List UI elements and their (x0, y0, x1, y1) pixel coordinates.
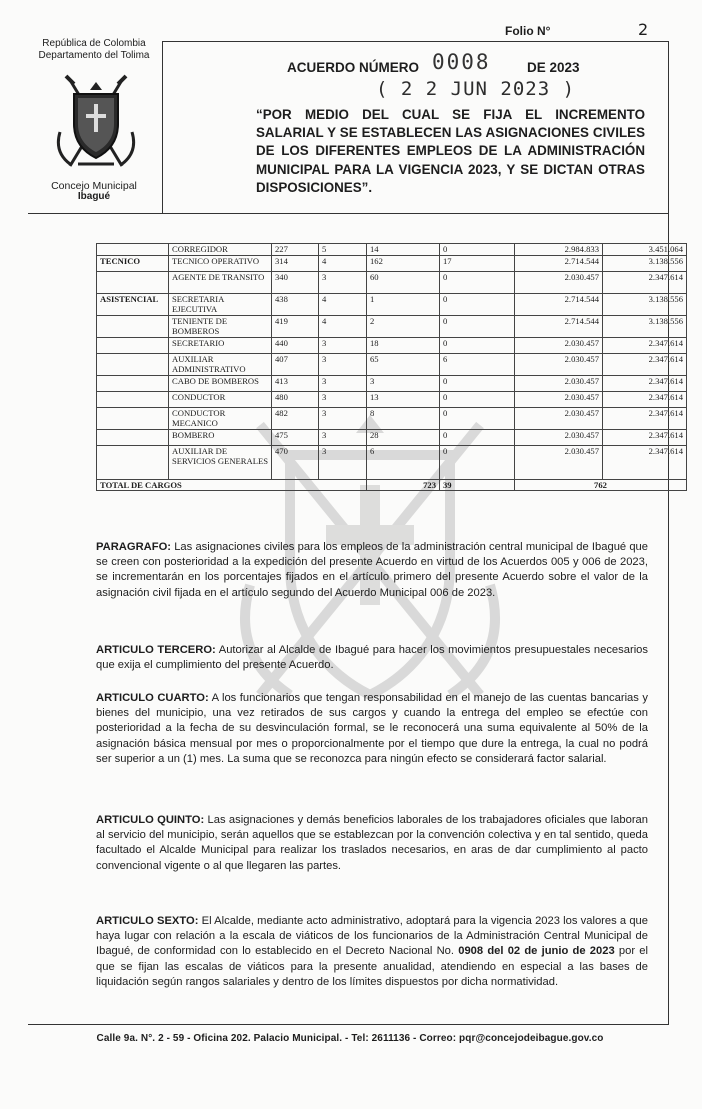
cell-code: 470 (272, 446, 319, 480)
cell-s1: 2.030.457 (515, 430, 603, 446)
cell-code: 407 (272, 354, 319, 376)
cell-n2: 0 (440, 244, 515, 256)
articulo-sexto-text-b: por el que se fijan las escalas de viáticos para la presente anualidad, atendiendo en especial a las bases de liquidación según rangos salariales y dentro de los límites dispuestos por dicha normatividad. (96, 945, 649, 988)
table-row (97, 244, 687, 256)
articulo-sexto-label: ARTICULO SEXTO: (96, 915, 199, 927)
cell-s1: 2.714.544 (515, 294, 603, 316)
cell-group (97, 354, 169, 376)
articulo-cuarto-label: ARTICULO CUARTO: (96, 692, 209, 704)
table-row (97, 294, 687, 316)
cell-code: 413 (272, 376, 319, 392)
articulo-cuarto (96, 691, 648, 767)
cell-n1: 162 (367, 256, 440, 272)
cell-group (97, 272, 169, 294)
table-row (97, 408, 687, 430)
table-row (97, 272, 687, 294)
cell-n1: 1 (367, 294, 440, 316)
cell-s1: 2.030.457 (515, 272, 603, 294)
cell-grade: 3 (319, 272, 367, 294)
cell-role: CONDUCTOR MECANICO (169, 408, 272, 430)
cell-s1: 2.030.457 (515, 446, 603, 480)
paragrafo-label: PARAGRAFO: (96, 541, 171, 553)
cell-role: BOMBERO (169, 430, 272, 446)
date-stamp: ( 2 2 JUN 2023 ) (376, 78, 576, 100)
footer-address: Calle 9a. N°. 2 - 59 - Oficina 202. Palacio Municipal. - Tel: 2611136 - Correo: pqr@concejodeibague.gov.co (96, 1033, 604, 1044)
cell-s2: 3.138.556 (603, 294, 687, 316)
cell-code: 438 (272, 294, 319, 316)
total-all: 762 (515, 480, 687, 491)
articulo-tercero-label: ARTICULO TERCERO: (96, 644, 216, 656)
cell-code: 227 (272, 244, 319, 256)
folio-number: 2 (638, 20, 649, 39)
cell-role: SECRETARIO (169, 338, 272, 354)
decree-reference: 0908 del 02 de junio de 2023 (458, 945, 615, 958)
cell-s2: 2.347.614 (603, 272, 687, 294)
page-border-right (668, 41, 669, 1024)
cell-role: CORREGIDOR (169, 244, 272, 256)
cell-group (97, 244, 169, 256)
cell-role: AGENTE DE TRANSITO (169, 272, 272, 294)
cell-n1: 28 (367, 430, 440, 446)
table-row (97, 256, 687, 272)
cell-code: 419 (272, 316, 319, 338)
articulo-quinto-label: ARTICULO QUINTO: (96, 814, 205, 826)
cell-grade: 4 (319, 316, 367, 338)
articulo-tercero (96, 643, 648, 673)
cell-group (97, 392, 169, 408)
cell-n1: 3 (367, 376, 440, 392)
cell-n1: 8 (367, 408, 440, 430)
cell-n1: 14 (367, 244, 440, 256)
table-row (97, 316, 687, 338)
cell-code: 440 (272, 338, 319, 354)
total-row (97, 480, 687, 491)
cell-s2: 2.347.614 (603, 408, 687, 430)
cell-grade: 3 (319, 392, 367, 408)
cell-role: SECRETARIA EJECUTIVA (169, 294, 272, 316)
cell-n2: 0 (440, 316, 515, 338)
cell-role: CABO DE BOMBEROS (169, 376, 272, 392)
cell-group (97, 446, 169, 480)
cell-s1: 2.030.457 (515, 392, 603, 408)
city-label: Ibagué (77, 191, 111, 202)
table-row (97, 376, 687, 392)
articulo-tercero-text: Autorizar al Alcalde de Ibagué para hacer los movimientos presupuestales necesarios que exija el cumplimiento del presente Acuerdo. (96, 644, 648, 672)
total-2: 39 (440, 480, 515, 491)
cell-group (97, 430, 169, 446)
cell-group (97, 408, 169, 430)
cell-n1: 65 (367, 354, 440, 376)
table-row (97, 354, 687, 376)
cell-role: AUXILIAR ADMINISTRATIVO (169, 354, 272, 376)
acuerdo-label: ACUERDO NÚMERO (287, 60, 420, 75)
cell-n2: 0 (440, 392, 515, 408)
table-row (97, 392, 687, 408)
cell-s1: 2.030.457 (515, 354, 603, 376)
acuerdo-year: DE 2023 (527, 60, 580, 75)
document-title: “POR MEDIO DEL CUAL SE FIJA EL INCREMENTO SALARIAL Y SE ESTABLECEN LAS ASIGNACIONES CIVILES DE LOS DIFERENTES EMPLEOS DE LA ADMINISTRACIÓN MUNICIPAL PARA LA VIGENCIA 2023, Y SE DICTAN OTRAS DISPOSICIONES”. (256, 107, 645, 195)
cell-grade: 3 (319, 338, 367, 354)
cell-n1: 13 (367, 392, 440, 408)
cell-n1: 2 (367, 316, 440, 338)
header-border-bottom (28, 213, 669, 214)
cell-s1: 2.984.833 (515, 244, 603, 256)
cell-s2: 2.347.614 (603, 446, 687, 480)
cell-grade: 4 (319, 294, 367, 316)
cell-group (97, 376, 169, 392)
cell-group: ASISTENCIAL (97, 294, 169, 316)
articulo-quinto (96, 813, 648, 874)
cell-n2: 0 (440, 408, 515, 430)
cell-group (97, 338, 169, 354)
footer-border (28, 1024, 669, 1025)
cell-n2: 6 (440, 354, 515, 376)
republic-label: República de Colombia (42, 38, 146, 49)
municipal-seal-icon (50, 72, 142, 174)
cell-grade: 3 (319, 354, 367, 376)
cell-s2: 2.347.614 (603, 376, 687, 392)
header-border-left (162, 41, 163, 213)
cell-code: 480 (272, 392, 319, 408)
cell-n1: 6 (367, 446, 440, 480)
department-label: Departamento del Tolima (38, 50, 150, 61)
cell-s1: 2.030.457 (515, 338, 603, 354)
cell-grade: 5 (319, 244, 367, 256)
cell-grade: 3 (319, 408, 367, 430)
cell-n2: 0 (440, 430, 515, 446)
cell-n2: 0 (440, 376, 515, 392)
paragrafo-text: Las asignaciones civiles para los empleos de la administración central municipal de Ibagué que se creen con posterioridad a la expedición del presente Acuerdo en virtud de los Acuerdos 005 y 006 de 2023, se incrementarán en los porcentajes fijados en el artículo primero del presente Acuerdo sobre el valor de la asignación civil fijada en el artículo segundo del Acuerdo Municipal 006 de 2023. (96, 541, 648, 599)
cell-role: AUXILIAR DE SERVICIOS GENERALES (169, 446, 272, 480)
cell-s1: 2.714.544 (515, 256, 603, 272)
cell-n2: 0 (440, 338, 515, 354)
cell-s2: 2.347.614 (603, 392, 687, 408)
cell-s2: 3.138.556 (603, 316, 687, 338)
cell-n1: 18 (367, 338, 440, 354)
folio-label: Folio N° (505, 24, 551, 38)
council-label: Concejo Municipal (51, 180, 137, 192)
cell-code: 475 (272, 430, 319, 446)
table-row (97, 338, 687, 354)
cell-s1: 2.030.457 (515, 376, 603, 392)
cell-s2: 3.138.556 (603, 256, 687, 272)
cell-group: TECNICO (97, 256, 169, 272)
cell-s2: 2.347.614 (603, 338, 687, 354)
header-border-top (162, 41, 669, 42)
articulo-cuarto-text: A los funcionarios que tengan responsabilidad en el manejo de las cuentas bancarias y bienes del municipio, una vez retirados de sus cargos y cuando la entrega del empleo se efectúe con posterioridad a la fecha de su desvinculación formal, se le reconocerá una suma equivalente al 50% de la asignación básica mensual por mes o proporcionalmente por el tiempo que dure la entrega, la cual no podrá ser superior a un (1) mes. La suma que se reconozca para ningún efecto se considerará factor salarial. (96, 692, 648, 765)
articulo-sexto (96, 914, 648, 990)
cell-s2: 3.451.064 (603, 244, 687, 256)
cell-grade: 3 (319, 376, 367, 392)
cell-s1: 2.714.544 (515, 316, 603, 338)
total-1: 723 (367, 480, 440, 491)
cell-n2: 17 (440, 256, 515, 272)
cell-code: 314 (272, 256, 319, 272)
acuerdo-number: 0008 (432, 50, 491, 74)
cell-n2: 0 (440, 272, 515, 294)
cell-grade: 3 (319, 446, 367, 480)
cell-code: 482 (272, 408, 319, 430)
cell-n1: 60 (367, 272, 440, 294)
cell-grade: 3 (319, 430, 367, 446)
cell-code: 340 (272, 272, 319, 294)
cell-role: CONDUCTOR (169, 392, 272, 408)
total-label: TOTAL DE CARGOS (97, 480, 367, 491)
salary-table (96, 243, 687, 491)
cell-n2: 0 (440, 294, 515, 316)
cell-grade: 4 (319, 256, 367, 272)
articulo-quinto-text: Las asignaciones y demás beneficios laborales de los trabajadores oficiales que laboran al servicio del municipio, serán aquellos que se establezcan por la convención colectiva y en tal sentido, queda facultado el Alcalde Municipal para realizar los traslados necesarios, en aras de dar cumplimiento al pacto convencional vigente o al que llegaren las partes. (96, 814, 649, 872)
cell-s2: 2.347.614 (603, 354, 687, 376)
cell-n2: 0 (440, 446, 515, 480)
cell-group (97, 316, 169, 338)
cell-s2: 2.347.614 (603, 430, 687, 446)
articulo-sexto-text-a: El Alcalde, mediante acto administrativo, adoptará para la vigencia 2023 los valores a que haya lugar con relación a la escala de viáticos de los funcionarios de la Administración Central Municipal de Ibagué, de conformidad con lo establecido en el Decreto Nacional No. (96, 915, 648, 958)
cell-s1: 2.030.457 (515, 408, 603, 430)
cell-role: TECNICO OPERATIVO (169, 256, 272, 272)
table-row (97, 430, 687, 446)
cell-role: TENIENTE DE BOMBEROS (169, 316, 272, 338)
paragrafo (96, 540, 648, 601)
table-row (97, 446, 687, 480)
